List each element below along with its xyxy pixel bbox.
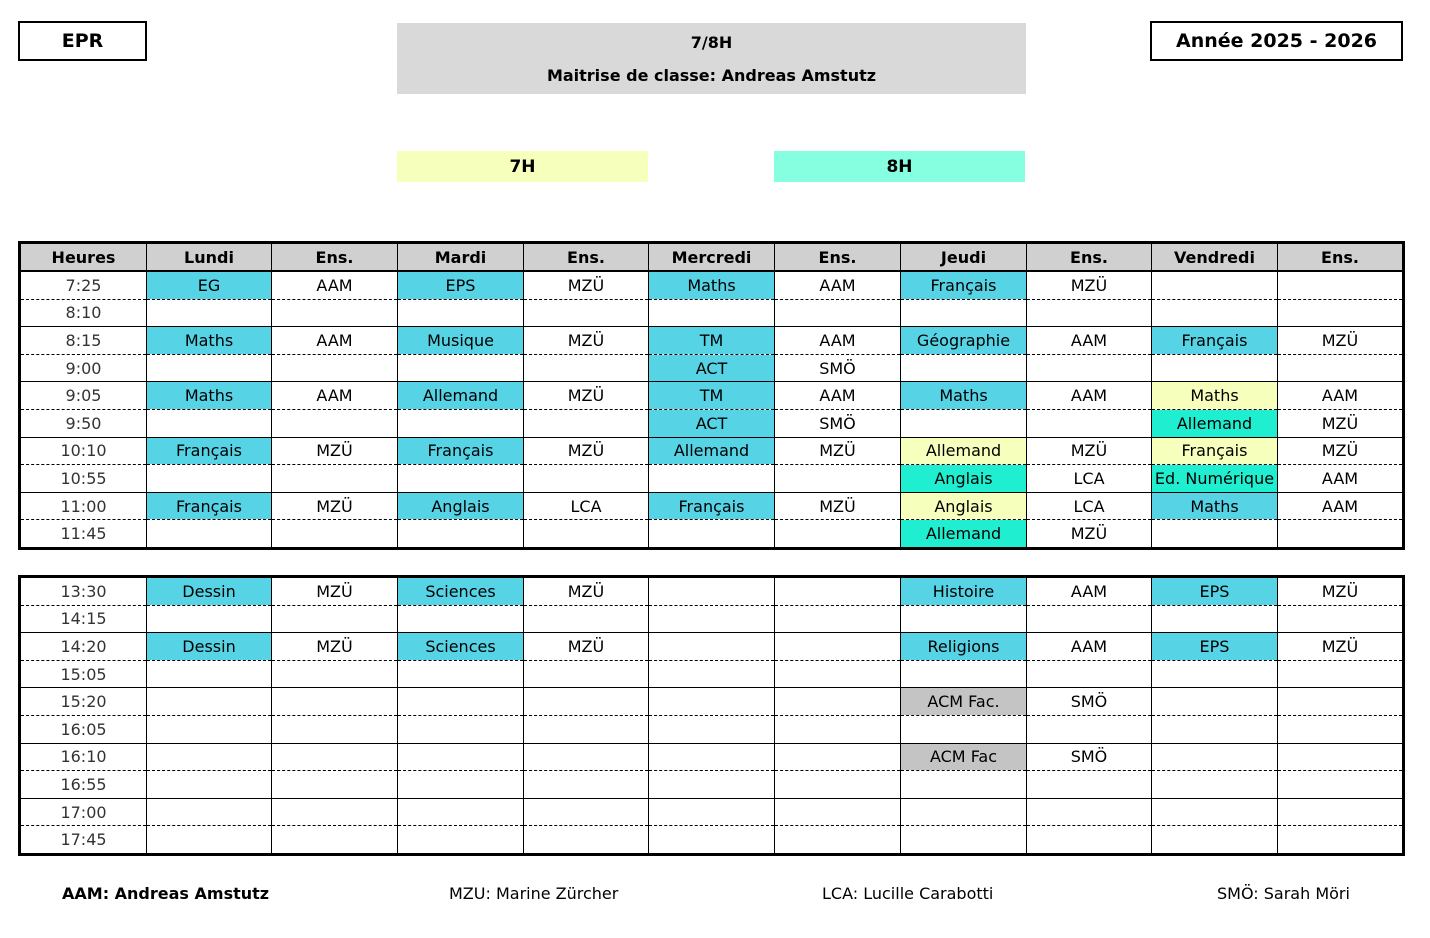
teacher-cell: [272, 354, 398, 382]
subject-cell: Géographie: [901, 327, 1027, 355]
subject-cell: Allemand: [901, 520, 1027, 549]
teacher-cell: [272, 798, 398, 826]
teacher-cell: [1278, 798, 1404, 826]
time-cell: 8:10: [20, 299, 147, 327]
timetable-row: [20, 715, 1404, 743]
time-cell: 16:55: [20, 771, 147, 799]
class-title: 7/8H: [690, 32, 733, 52]
subject-cell: Religions: [901, 633, 1027, 661]
subject-cell: [1152, 271, 1278, 299]
time-cell: 16:10: [20, 743, 147, 771]
subject-cell: Ed. Numérique: [1152, 465, 1278, 493]
subject-cell: [398, 605, 524, 633]
subject-cell: [147, 798, 272, 826]
teacher-cell: [775, 633, 901, 661]
subject-cell: [649, 299, 775, 327]
subject-cell: [147, 688, 272, 716]
subject-cell: [901, 660, 1027, 688]
subject-cell: Français: [147, 492, 272, 520]
subject-cell: Histoire: [901, 577, 1027, 606]
teacher-cell: [1278, 826, 1404, 855]
teacher-cell: AAM: [272, 382, 398, 410]
teacher-cell: [1278, 715, 1404, 743]
teacher-cell: AAM: [775, 382, 901, 410]
subject-cell: [1152, 743, 1278, 771]
teacher-cell: [272, 605, 398, 633]
teacher-cell: [1278, 743, 1404, 771]
time-cell: 17:00: [20, 798, 147, 826]
teacher-cell: [524, 743, 649, 771]
subject-cell: EG: [147, 271, 272, 299]
teacher-cell: [1278, 271, 1404, 299]
teacher-cell: [524, 660, 649, 688]
teacher-cell: AAM: [1027, 577, 1152, 606]
legend-aam: AAM: Andreas Amstutz: [62, 884, 270, 903]
subject-cell: EPS: [1152, 633, 1278, 661]
teacher-cell: [1278, 520, 1404, 549]
teacher-cell: MZÜ: [272, 492, 398, 520]
subject-cell: [398, 715, 524, 743]
subject-cell: [398, 520, 524, 549]
teacher-cell: [272, 520, 398, 549]
teacher-cell: AAM: [1027, 633, 1152, 661]
time-cell: 8:15: [20, 327, 147, 355]
subject-cell: EPS: [398, 271, 524, 299]
teacher-cell: [775, 660, 901, 688]
timetable-row: [20, 271, 1404, 299]
subject-cell: Allemand: [649, 437, 775, 465]
timetable-row: [20, 465, 1404, 493]
subject-cell: [901, 826, 1027, 855]
teacher-cell: [1027, 299, 1152, 327]
teacher-cell: [1278, 354, 1404, 382]
subject-cell: [649, 826, 775, 855]
subject-cell: [649, 771, 775, 799]
teacher-cell: MZÜ: [524, 633, 649, 661]
teacher-cell: SMÖ: [1027, 743, 1152, 771]
teacher-legend: [0, 878, 1430, 910]
subject-cell: [398, 660, 524, 688]
teacher-cell: MZÜ: [524, 437, 649, 465]
teacher-cell: [1027, 771, 1152, 799]
column-header: Mercredi: [649, 243, 775, 272]
timetable-header-row: [20, 243, 1404, 272]
subject-cell: [649, 520, 775, 549]
teacher-cell: MZÜ: [1278, 633, 1404, 661]
teacher-cell: [1027, 409, 1152, 437]
timetable-row: [20, 605, 1404, 633]
time-cell: 7:25: [20, 271, 147, 299]
teacher-cell: LCA: [1027, 465, 1152, 493]
timetable-row: [20, 660, 1404, 688]
subject-cell: [398, 826, 524, 855]
subject-cell: Maths: [147, 327, 272, 355]
teacher-cell: [1027, 605, 1152, 633]
teacher-cell: [1027, 826, 1152, 855]
legend-7h: 7H: [397, 151, 648, 182]
legend-mzu: MZU: Marine Zürcher: [449, 884, 619, 903]
subject-cell: [147, 465, 272, 493]
teacher-cell: [1027, 798, 1152, 826]
teacher-cell: MZÜ: [775, 492, 901, 520]
subject-cell: [147, 660, 272, 688]
subject-cell: [901, 409, 1027, 437]
teacher-cell: [272, 409, 398, 437]
subject-cell: Allemand: [398, 382, 524, 410]
subject-cell: [1152, 605, 1278, 633]
subject-cell: [901, 354, 1027, 382]
subject-cell: [398, 465, 524, 493]
teacher-cell: AAM: [1027, 382, 1152, 410]
teacher-cell: [272, 743, 398, 771]
subject-cell: [147, 299, 272, 327]
time-cell: 9:00: [20, 354, 147, 382]
subject-cell: [901, 605, 1027, 633]
teacher-cell: MZÜ: [524, 271, 649, 299]
time-cell: 11:45: [20, 520, 147, 549]
teacher-cell: [524, 409, 649, 437]
teacher-cell: MZÜ: [524, 577, 649, 606]
time-cell: 15:20: [20, 688, 147, 716]
teacher-cell: MZÜ: [524, 327, 649, 355]
subject-cell: EPS: [1152, 577, 1278, 606]
subject-cell: ACT: [649, 409, 775, 437]
timetable-row: [20, 798, 1404, 826]
subject-cell: [1152, 771, 1278, 799]
teacher-cell: [1278, 299, 1404, 327]
subject-cell: Anglais: [398, 492, 524, 520]
teacher-cell: [1027, 354, 1152, 382]
teacher-cell: AAM: [1278, 465, 1404, 493]
subject-cell: Anglais: [901, 465, 1027, 493]
teacher-cell: AAM: [1278, 492, 1404, 520]
subject-cell: [1152, 299, 1278, 327]
subject-cell: [649, 743, 775, 771]
subject-cell: Allemand: [1152, 409, 1278, 437]
legend-smo: SMÖ: Sarah Möri: [1217, 884, 1350, 903]
time-cell: 15:05: [20, 660, 147, 688]
class-teacher: Maitrise de classe: Andreas Amstutz: [546, 65, 877, 85]
subject-cell: [1152, 520, 1278, 549]
subject-cell: [398, 688, 524, 716]
teacher-cell: [272, 771, 398, 799]
subject-cell: Maths: [1152, 492, 1278, 520]
teacher-cell: [775, 688, 901, 716]
teacher-cell: MZÜ: [1027, 520, 1152, 549]
subject-cell: [147, 743, 272, 771]
teacher-cell: [775, 826, 901, 855]
timetable-row: [20, 743, 1404, 771]
teacher-cell: [775, 798, 901, 826]
timetable-row: [20, 771, 1404, 799]
column-header: Ens.: [1278, 243, 1404, 272]
subject-cell: Maths: [901, 382, 1027, 410]
timetable-row: [20, 577, 1404, 606]
class-header: [397, 23, 1026, 94]
teacher-cell: [775, 577, 901, 606]
subject-cell: [398, 409, 524, 437]
subject-cell: [901, 299, 1027, 327]
teacher-cell: [775, 520, 901, 549]
subject-cell: [1152, 826, 1278, 855]
time-cell: 16:05: [20, 715, 147, 743]
subject-cell: [147, 771, 272, 799]
teacher-cell: [272, 688, 398, 716]
subject-cell: [1152, 798, 1278, 826]
teacher-cell: AAM: [775, 327, 901, 355]
time-cell: 9:50: [20, 409, 147, 437]
subject-cell: Français: [901, 271, 1027, 299]
teacher-cell: AAM: [272, 327, 398, 355]
subject-cell: TM: [649, 382, 775, 410]
teacher-cell: [1278, 605, 1404, 633]
teacher-cell: [272, 660, 398, 688]
subject-cell: Français: [649, 492, 775, 520]
timetable-row: [20, 409, 1404, 437]
subject-cell: [147, 409, 272, 437]
teacher-cell: [524, 688, 649, 716]
subject-cell: Français: [1152, 327, 1278, 355]
subject-cell: [901, 715, 1027, 743]
teacher-cell: [775, 743, 901, 771]
morning-timetable: [18, 241, 1405, 550]
teacher-cell: MZÜ: [1278, 577, 1404, 606]
column-header: Vendredi: [1152, 243, 1278, 272]
time-cell: 14:15: [20, 605, 147, 633]
time-cell: 17:45: [20, 826, 147, 855]
subject-cell: [649, 465, 775, 493]
teacher-cell: [524, 465, 649, 493]
afternoon-timetable: [18, 575, 1405, 856]
teacher-cell: [524, 798, 649, 826]
subject-cell: [1152, 660, 1278, 688]
teacher-cell: [272, 715, 398, 743]
teacher-cell: [524, 771, 649, 799]
teacher-cell: MZÜ: [272, 577, 398, 606]
teacher-cell: MZÜ: [1027, 271, 1152, 299]
teacher-cell: [524, 520, 649, 549]
subject-cell: [901, 798, 1027, 826]
timetable-row: [20, 299, 1404, 327]
timetable-row: [20, 633, 1404, 661]
time-cell: 14:20: [20, 633, 147, 661]
time-cell: 13:30: [20, 577, 147, 606]
timetable-row: [20, 354, 1404, 382]
teacher-cell: [272, 826, 398, 855]
subject-cell: [147, 354, 272, 382]
teacher-cell: MZÜ: [775, 437, 901, 465]
teacher-cell: [1278, 660, 1404, 688]
subject-cell: Maths: [649, 271, 775, 299]
teacher-cell: [775, 465, 901, 493]
subject-cell: Français: [1152, 437, 1278, 465]
teacher-cell: SMÖ: [775, 409, 901, 437]
teacher-cell: [1027, 660, 1152, 688]
subject-cell: [398, 771, 524, 799]
teacher-cell: LCA: [524, 492, 649, 520]
teacher-cell: AAM: [272, 271, 398, 299]
column-header: Mardi: [398, 243, 524, 272]
subject-cell: [1152, 354, 1278, 382]
subject-cell: [147, 520, 272, 549]
subject-cell: [649, 715, 775, 743]
teacher-cell: [524, 715, 649, 743]
column-header: Ens.: [775, 243, 901, 272]
teacher-cell: [1027, 715, 1152, 743]
time-cell: 9:05: [20, 382, 147, 410]
subject-cell: Maths: [1152, 382, 1278, 410]
legend-lca: LCA: Lucille Carabotti: [822, 884, 994, 903]
subject-cell: [649, 688, 775, 716]
teacher-cell: MZÜ: [1027, 437, 1152, 465]
subject-cell: Dessin: [147, 577, 272, 606]
legend-8h: 8H: [774, 151, 1025, 182]
subject-cell: [398, 743, 524, 771]
subject-cell: [649, 577, 775, 606]
subject-cell: ACM Fac: [901, 743, 1027, 771]
teacher-cell: AAM: [775, 271, 901, 299]
subject-cell: [398, 299, 524, 327]
timetable-row: [20, 520, 1404, 549]
teacher-cell: [524, 299, 649, 327]
subject-cell: [649, 605, 775, 633]
time-cell: 11:00: [20, 492, 147, 520]
timetable-row: [20, 688, 1404, 716]
column-header: Ens.: [272, 243, 398, 272]
time-cell: 10:55: [20, 465, 147, 493]
column-header: Ens.: [524, 243, 649, 272]
column-header: Heures: [20, 243, 147, 272]
teacher-cell: SMÖ: [1027, 688, 1152, 716]
teacher-cell: [775, 605, 901, 633]
subject-cell: Français: [398, 437, 524, 465]
subject-cell: Dessin: [147, 633, 272, 661]
subject-cell: Maths: [147, 382, 272, 410]
teacher-cell: AAM: [1278, 382, 1404, 410]
teacher-cell: MZÜ: [272, 633, 398, 661]
teacher-cell: [775, 715, 901, 743]
subject-cell: [1152, 688, 1278, 716]
teacher-cell: [1278, 688, 1404, 716]
subject-cell: [901, 771, 1027, 799]
subject-cell: [398, 354, 524, 382]
timetable-row: [20, 437, 1404, 465]
teacher-cell: MZÜ: [524, 382, 649, 410]
timetable-row: [20, 826, 1404, 855]
timetable-row: [20, 327, 1404, 355]
timetable-row: [20, 382, 1404, 410]
subject-cell: Français: [147, 437, 272, 465]
subject-cell: [1152, 715, 1278, 743]
teacher-cell: [775, 299, 901, 327]
subject-cell: Sciences: [398, 577, 524, 606]
teacher-cell: [524, 354, 649, 382]
teacher-cell: MZÜ: [1278, 409, 1404, 437]
teacher-cell: MZÜ: [1278, 437, 1404, 465]
teacher-cell: MZÜ: [1278, 327, 1404, 355]
teacher-cell: LCA: [1027, 492, 1152, 520]
column-header: Ens.: [1027, 243, 1152, 272]
subject-cell: Allemand: [901, 437, 1027, 465]
subject-cell: [649, 660, 775, 688]
school-year: Année 2025 - 2026: [1150, 21, 1403, 61]
teacher-cell: [1278, 771, 1404, 799]
teacher-cell: [272, 299, 398, 327]
subject-cell: [147, 605, 272, 633]
school-label: EPR: [18, 21, 147, 61]
subject-cell: Sciences: [398, 633, 524, 661]
subject-cell: Musique: [398, 327, 524, 355]
teacher-cell: SMÖ: [775, 354, 901, 382]
teacher-cell: MZÜ: [272, 437, 398, 465]
time-cell: 10:10: [20, 437, 147, 465]
timetable-row: [20, 492, 1404, 520]
column-header: Lundi: [147, 243, 272, 272]
subject-cell: Anglais: [901, 492, 1027, 520]
subject-cell: [649, 633, 775, 661]
teacher-cell: [272, 465, 398, 493]
subject-cell: [147, 826, 272, 855]
subject-cell: [649, 798, 775, 826]
teacher-cell: [524, 605, 649, 633]
teacher-cell: [524, 826, 649, 855]
column-header: Jeudi: [901, 243, 1027, 272]
subject-cell: ACT: [649, 354, 775, 382]
teacher-cell: [775, 771, 901, 799]
subject-cell: [147, 715, 272, 743]
teacher-cell: AAM: [1027, 327, 1152, 355]
subject-cell: TM: [649, 327, 775, 355]
subject-cell: [398, 798, 524, 826]
subject-cell: ACM Fac.: [901, 688, 1027, 716]
